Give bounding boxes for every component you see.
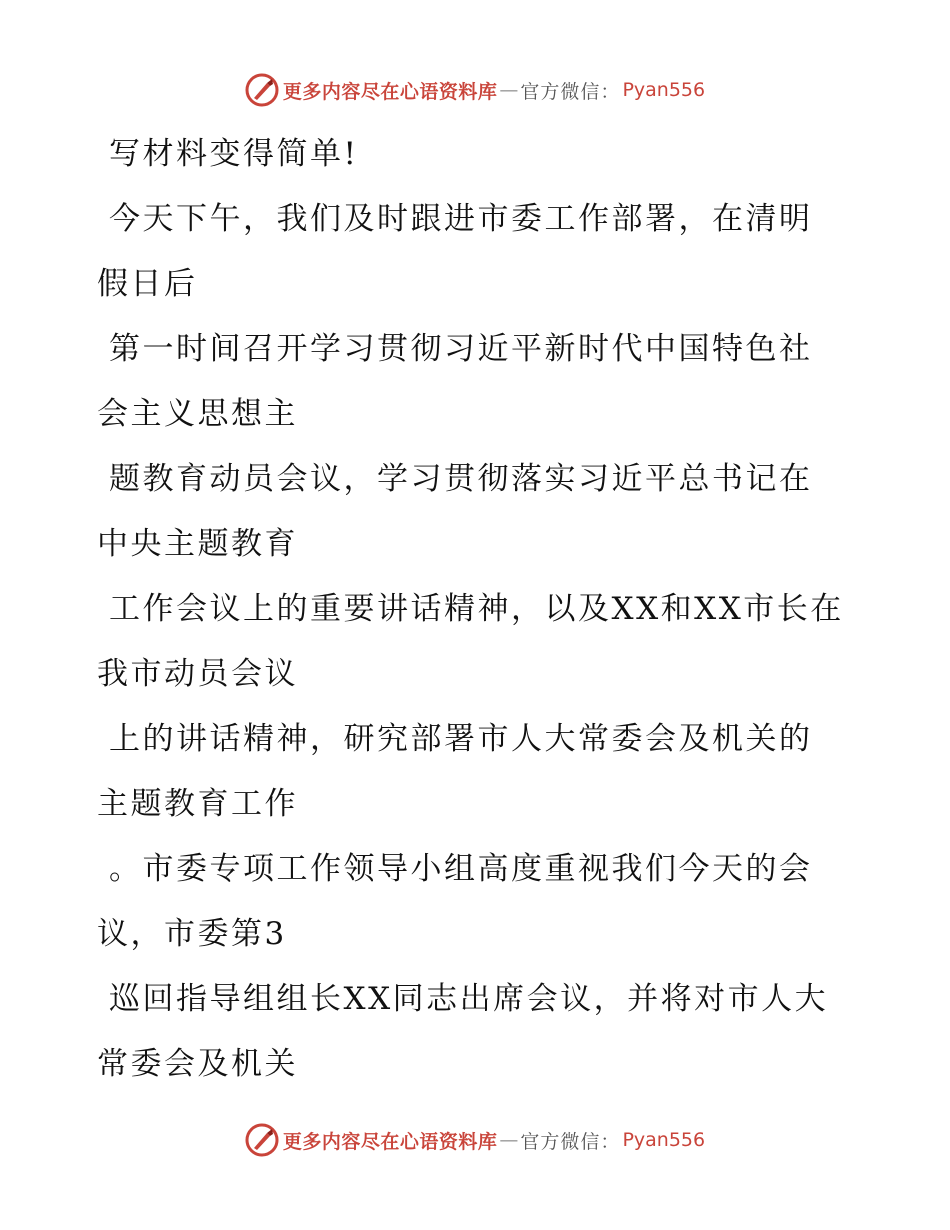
watermark-separator: — [499,79,519,101]
paragraph-line-1: 巡回指导组组长XX同志出席会议，并将对市人大 [109,981,829,1017]
watermark-official-label: 官方微信： [520,1130,621,1153]
paragraph-line-2: 常委会及机关 [97,1046,298,1082]
watermark-text: 更多内容尽在心语资料库 [282,80,498,103]
paragraph [97,122,857,187]
paragraph [97,447,857,577]
paragraph-line-1: 写材料变得简单! [109,136,359,172]
paragraph [97,577,857,707]
paragraph-line-2: 会主义思想主 [97,396,298,432]
watermark-wechat-id: Pyan556 [622,79,706,101]
paragraph-line-2: 中央主题教育 [97,526,298,562]
paragraph [97,707,857,837]
quill-logo-icon [245,73,279,107]
paragraph-line-2: 假日后 [97,266,198,302]
paragraph-line-1: 上的讲话精神，研究部署市人大常委会及机关的 [109,721,813,757]
watermark-wechat-id: Pyan556 [622,1129,706,1151]
paragraph-line-2: 主题教育工作 [97,786,298,822]
paragraph-line-1: 工作会议上的重要讲话精神，以及XX和XX市长在 [109,591,844,627]
paragraph-line-1: 。市委专项工作领导小组高度重视我们今天的会 [109,851,813,887]
watermark-text: 更多内容尽在心语资料库 [282,1130,498,1153]
paragraph [97,187,857,317]
footer-watermark [0,1120,950,1160]
paragraph-line-1: 今天下午，我们及时跟进市委工作部署，在清明 [109,201,813,237]
paragraph-line-1: 题教育动员会议，学习贯彻落实习近平总书记在 [109,461,813,497]
paragraph [97,317,857,447]
document-body [97,122,857,1097]
watermark-official-label: 官方微信： [520,80,621,103]
paragraph-line-2: 我市动员会议 [97,656,298,692]
header-watermark [0,70,950,110]
quill-logo-icon [245,1123,279,1157]
paragraph [97,837,857,967]
paragraph [97,967,857,1097]
watermark-separator: — [499,1129,519,1151]
paragraph-line-1: 第一时间召开学习贯彻习近平新时代中国特色社 [109,331,813,367]
paragraph-line-2: 议，市委第3 [97,916,287,952]
